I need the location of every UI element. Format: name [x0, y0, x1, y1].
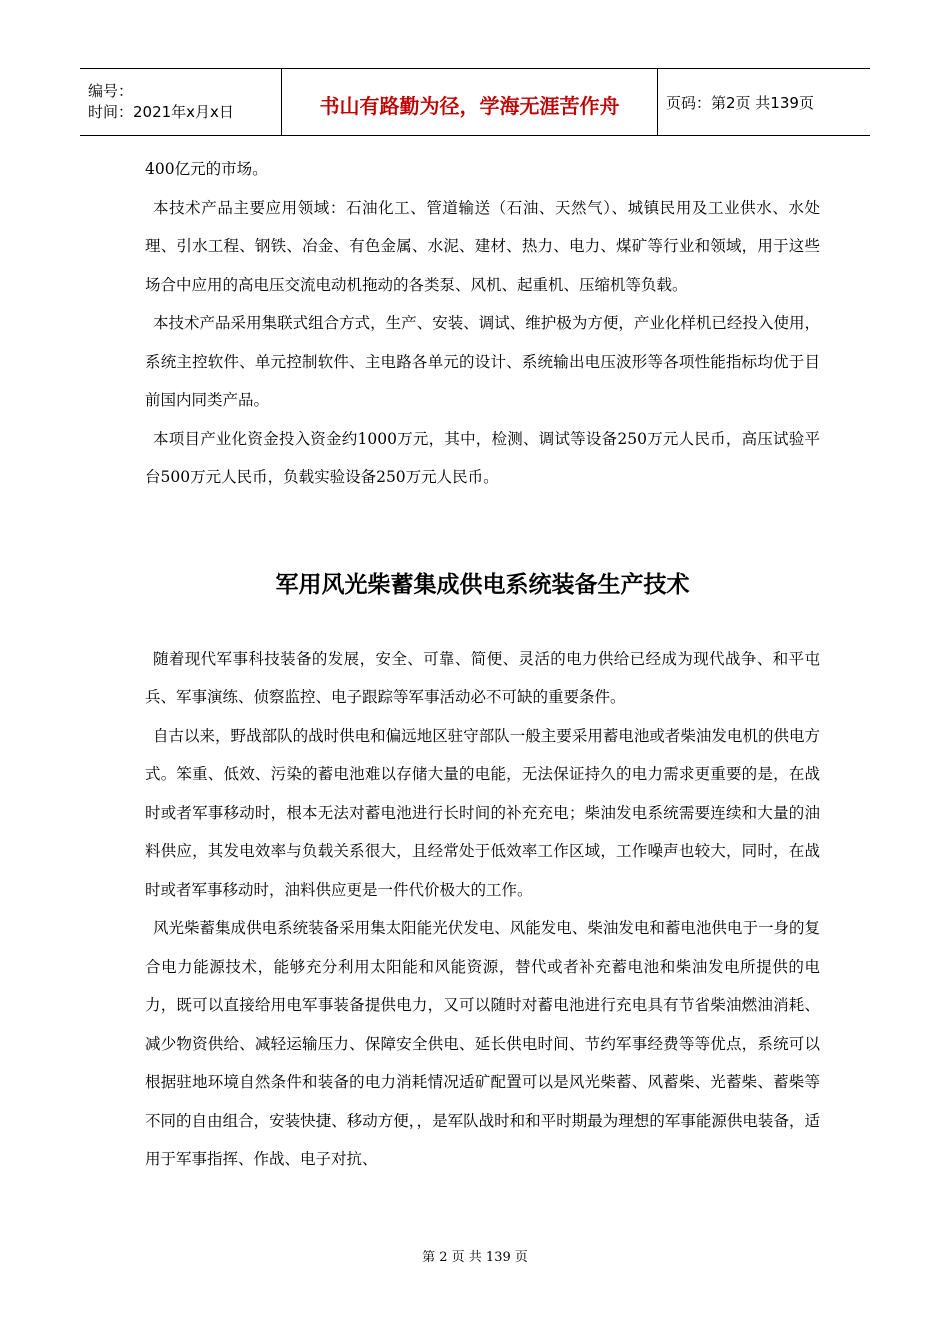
header-page-number: 页码：第2页 共139页	[666, 93, 814, 112]
paragraph: 本技术产品采用集联式组合方式，生产、安装、调试、维护极为方便，产业化样机已经投入使用，系统主控软件、单元控制软件、主电路各单元的设计、系统输出电压波形等各项性能指标均优于目前国内同类产品。	[145, 314, 820, 409]
paragraph: 自古以来，野战部队的战时供电和偏远地区驻守部队一般主要采用蓄电池或者柴油发电机的供电方式。笨重、低效、污染的蓄电池难以存储大量的电能，无法保证持久的电力需求更重要的是，在战时或者军事移动时，根本无法对蓄电池进行长时间的补充充电；柴油发电系统需要连续和大量的油料供应，其发电效率与负载关系很大，且经常处于低效率工作区域，工作噪声也较大，同时，在战时或者军事移动时，油料供应更是一件代价极大的工作。	[145, 726, 820, 899]
document-number-label: 编号：	[88, 82, 134, 100]
header-motto: 书山有路勤为径，学海无涯苦作舟	[282, 69, 658, 135]
page-footer: 第 2 页 共 139 页	[422, 1250, 528, 1265]
paragraph: 本项目产业化资金投入资金约1000万元，其中，检测、调试等设备250万元人民币，高压试验平台500万元人民币，负载实验设备250万元人民币。	[145, 429, 820, 486]
page-header	[80, 68, 870, 136]
paragraph: 随着现代军事科技装备的发展，安全、可靠、简便、灵活的电力供给已经成为现代战争、和平屯兵、军事演练、侦察监控、电子跟踪等军事活动必不可缺的重要条件。	[145, 649, 820, 706]
document-body	[145, 150, 820, 1179]
section-title: 军用风光柴蓄集成供电系统装备生产技术	[275, 571, 690, 598]
header-meta	[80, 69, 282, 135]
paragraph: 本技术产品主要应用领域：石油化工、管道输送（石油、天然气）、城镇民用及工业供水、水处理、引水工程、钢铁、冶金、有色金属、水泥、建材、热力、电力、煤矿等行业和领域，用于这些场合中应用的高电压交流电动机拖动的各类泵、风机、起重机、压缩机等负载。	[145, 198, 820, 294]
paragraph: 风光柴蓄集成供电系统装备采用集太阳能光伏发电、风能发电、柴油发电和蓄电池供电于一身的复合电力能源技术，能够充分利用太阳能和风能资源，替代或者补充蓄电池和柴油发电所提供的电力，既可以直接给用电军事装备提供电力，又可以随时对蓄电池进行充电具有节省柴油燃油消耗、减少物资供给、减轻运输压力、保障安全供电、延长供电时间、节约军事经费等等优点，系统可以根据驻地环境自然条件和装备的电力消耗情况适矿配置可以是风光柴蓄、风蓄柴、光蓄柴、蓄柴等不同的自由组合，安装快捷、移动方便，，是军队战时和和平时期最为理想的军事能源供电装备，适用于军事指挥、作战、电子对抗、	[145, 919, 820, 1168]
paragraph: 400亿元的市场。	[145, 160, 268, 178]
document-time-label: 时间：2021年x月x日	[88, 103, 234, 121]
